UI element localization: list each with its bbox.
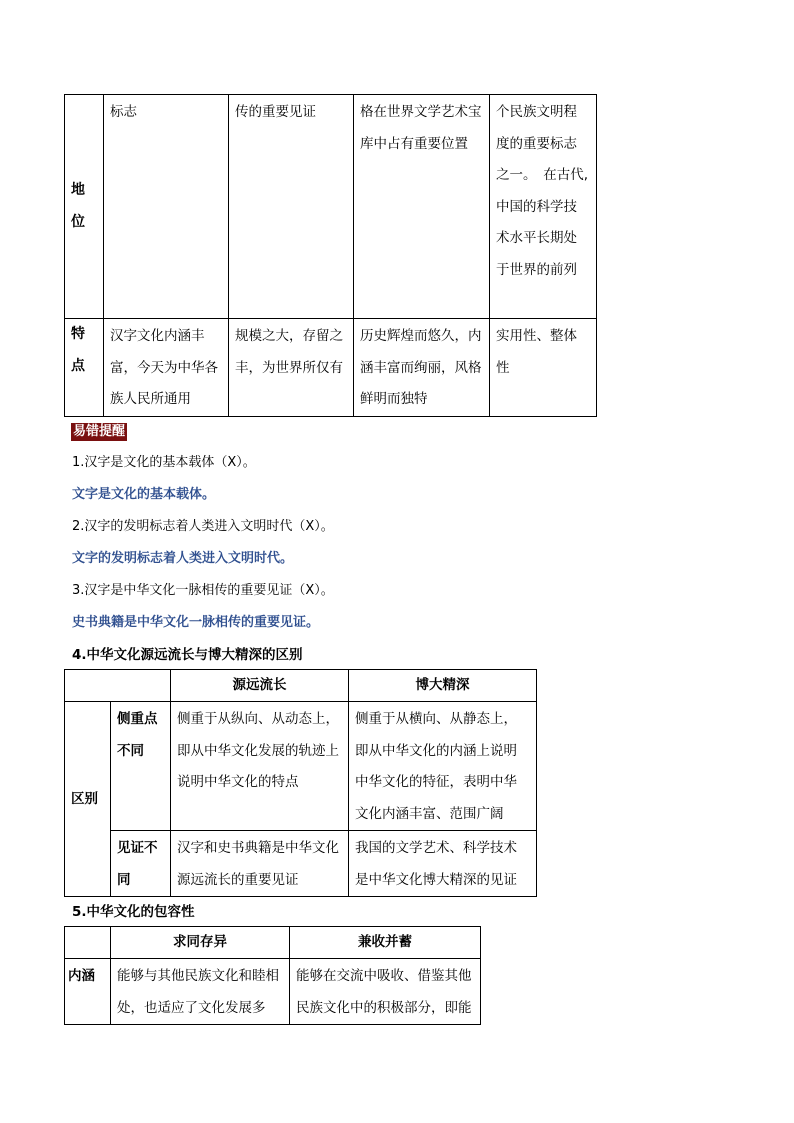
table-cell: 汉字和史书典籍是中华文化源远流长的重要见证 [171,831,349,897]
table-header-row [65,670,537,702]
table-cell: 传的重要见证 [229,95,354,319]
table-header-cell: 兼收并蓄 [290,927,481,959]
row-header-position: 地位 [65,95,104,319]
group-label-cell: 区别 [65,702,111,897]
table-cell: 能够在交流中吸收、借鉴其他民族文化中的积极部分，即能 [290,959,481,1025]
tip-correction: 文字的发明标志着人类进入文明时代。 [72,551,294,566]
table-cell: 标志 [104,95,229,319]
table-header-cell: 源远流长 [171,670,349,702]
table-cell: 我国的文学艺术、科学技术是中华文化博大精深的见证 [349,831,537,897]
table-header-row [65,927,481,959]
table-row [65,831,537,897]
section-heading-5: 5.中华文化的包容性 [72,904,195,920]
continuation-table [64,94,597,417]
table-row [65,959,481,1025]
tip-correction: 史书典籍是中华文化一脉相传的重要见证。 [72,615,320,630]
table-cell: 侧重于从横向、从静态上，即从中华文化的内涵上说明中华文化的特征，表明中华文化内涵丰富、范围广阔 [349,702,537,831]
table-cell: 汉字文化内涵丰富，今天为中华各族人民所通用 [104,319,229,417]
table-cell: 能够与其他民族文化和睦相处，也适应了文化发展多 [111,959,290,1025]
tip-statement: 2.汉字的发明标志着人类进入文明时代（X）。 [72,519,334,534]
table-header-cell: 求同存异 [111,927,290,959]
table-header-cell: 博大精深 [349,670,537,702]
tip-correction: 文字是文化的基本载体。 [72,487,216,502]
table-header-empty [65,927,111,959]
tip-statement: 1.汉字是文化的基本载体（X）。 [72,455,256,470]
error-tip-label: 易错提醒 [73,424,126,439]
table-cell: 侧重于从纵向、从动态上，即从中华文化发展的轨迹上说明中华文化的特点 [171,702,349,831]
tip-statement: 3.汉字是中华文化一脉相传的重要见证（X）。 [72,583,334,598]
comparison-table [64,669,537,897]
row-header-feature: 特点 [65,319,104,417]
row-label-cell: 见证不同 [111,831,171,897]
table-row [65,95,597,319]
section-heading-4: 4.中华文化源远流长与博大精深的区别 [72,647,303,663]
table-row [65,319,597,417]
inclusiveness-table [64,926,481,1025]
row-label-cell: 侧重点不同 [111,702,171,831]
table-cell: 个民族文明程度的重要标志之一。 在古代,中国的科学技术水平长期处于世界的前列 [490,95,597,319]
table-cell: 规模之大，存留之丰，为世界所仅有 [229,319,354,417]
row-label-cell: 内涵 [65,959,111,1025]
table-cell: 格在世界文学艺术宝库中占有重要位置 [354,95,490,319]
table-cell: 实用性、整体性 [490,319,597,417]
table-header-empty [65,670,171,702]
table-cell: 历史辉煌而悠久，内涵丰富而绚丽，风格鲜明而独特 [354,319,490,417]
table-row [65,702,537,831]
